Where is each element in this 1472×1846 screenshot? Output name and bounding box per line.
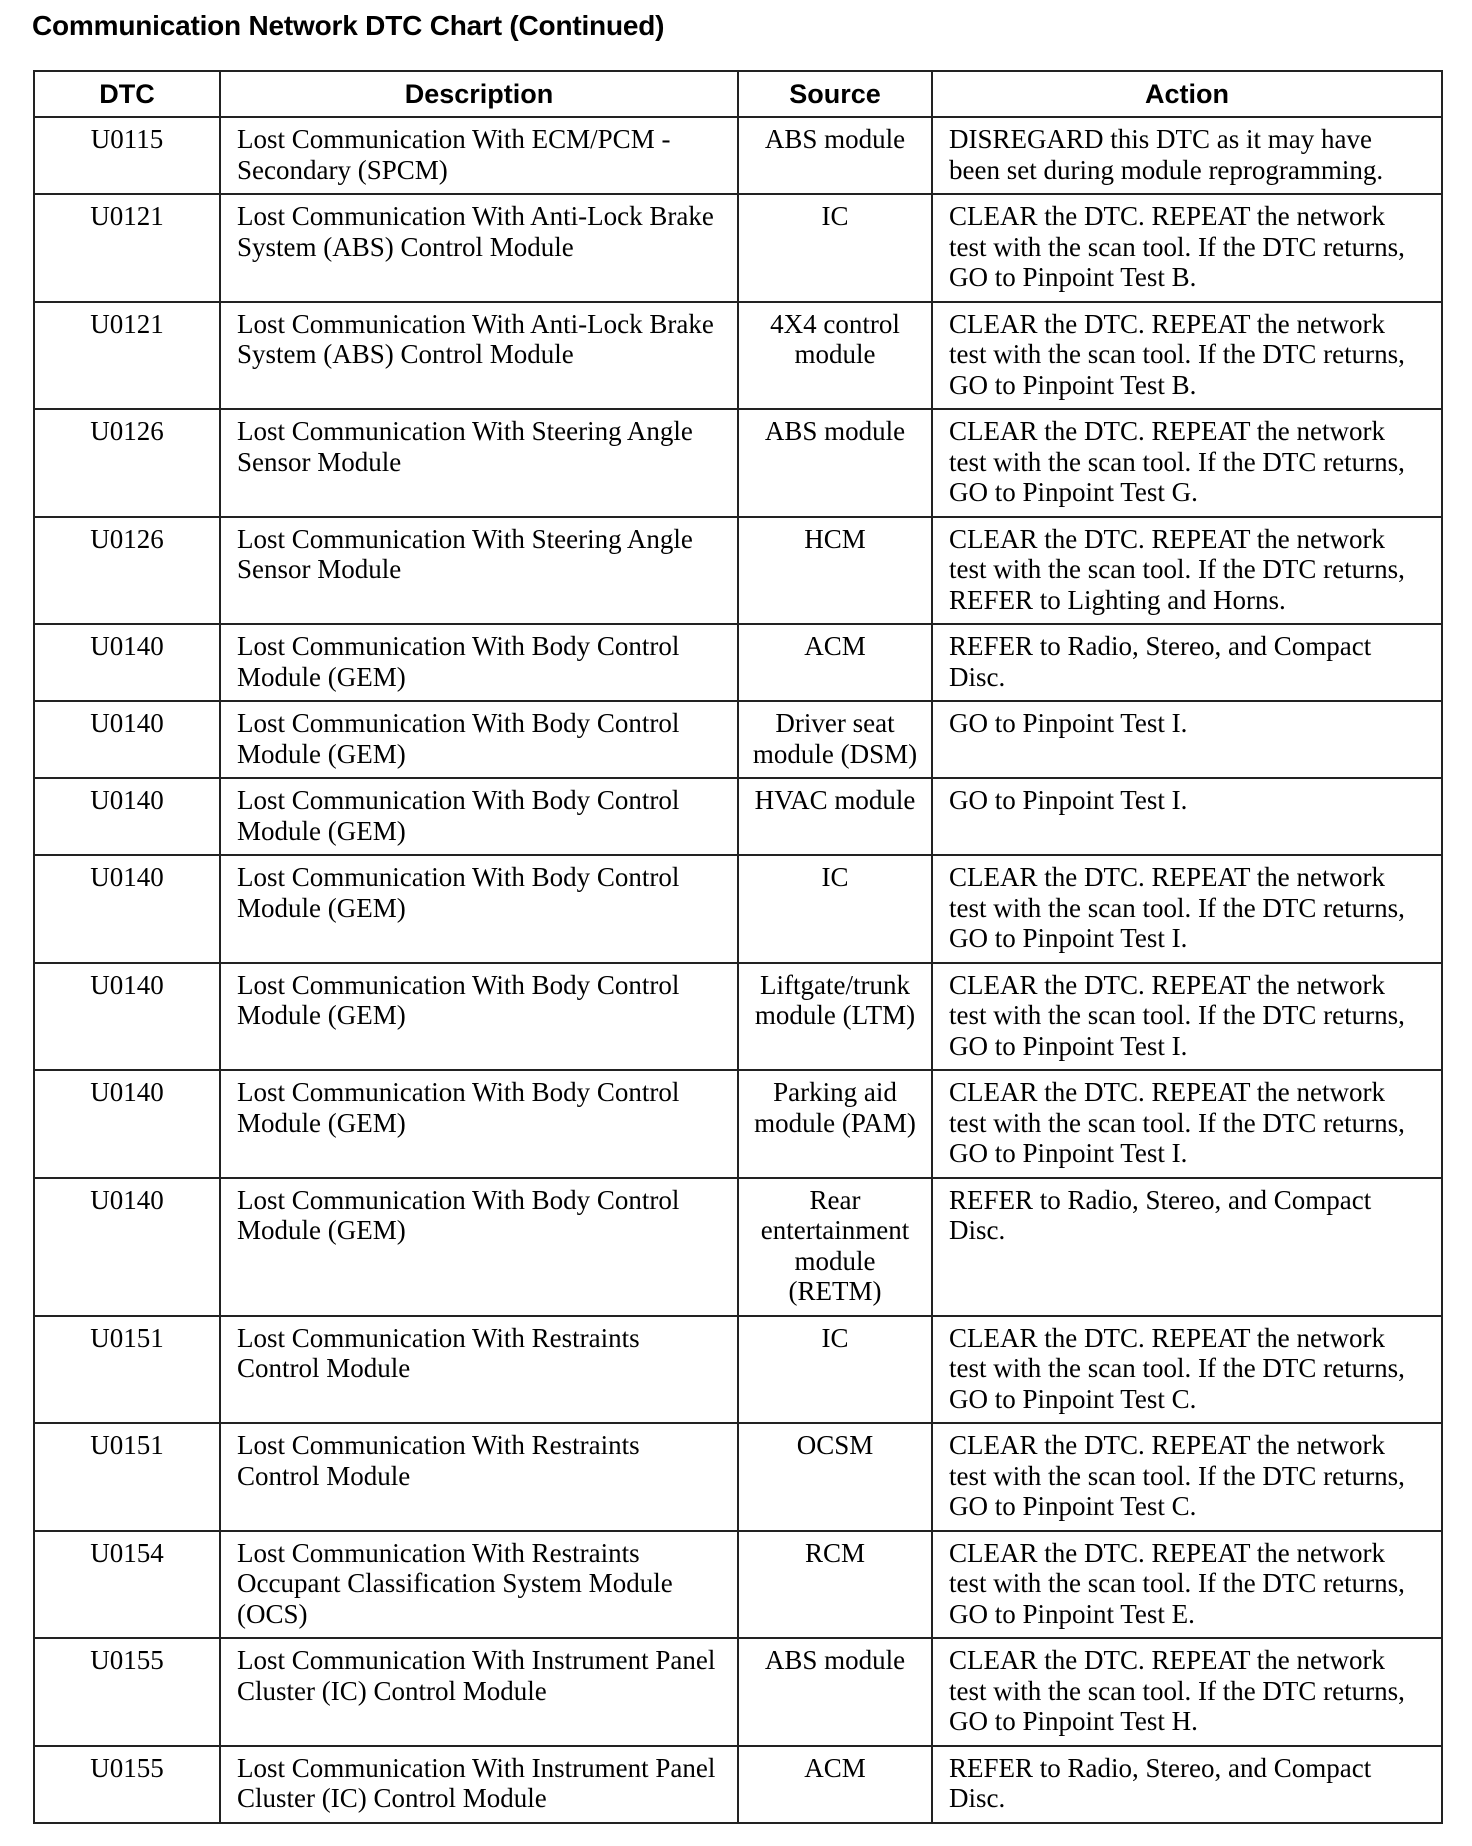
source-cell: ACM	[738, 1746, 932, 1823]
action-cell: CLEAR the DTC. REPEAT the network test with the scan tool. If the DTC returns, GO to Pinpoint Test I.	[932, 963, 1442, 1071]
action-cell: DISREGARD this DTC as it may have been set during module reprogramming.	[932, 117, 1442, 194]
action-cell: CLEAR the DTC. REPEAT the network test with the scan tool. If the DTC returns, GO to Pinpoint Test C.	[932, 1316, 1442, 1424]
action-cell: GO to Pinpoint Test I.	[932, 778, 1442, 855]
description-cell: Lost Communication With Body Control Module (GEM)	[220, 778, 738, 855]
dtc-cell: U0126	[34, 517, 220, 625]
source-cell: Liftgate/trunk module (LTM)	[738, 963, 932, 1071]
description-cell: Lost Communication With Body Control Module (GEM)	[220, 1178, 738, 1316]
source-cell: Rear entertainment module (RETM)	[738, 1178, 932, 1316]
table-row	[34, 409, 1442, 517]
source-cell: RCM	[738, 1531, 932, 1639]
source-cell: IC	[738, 194, 932, 302]
dtc-cell: U0151	[34, 1316, 220, 1424]
description-cell: Lost Communication With Restraints Occupant Classification System Module (OCS)	[220, 1531, 738, 1639]
description-cell: Lost Communication With Steering Angle Sensor Module	[220, 409, 738, 517]
table-row	[34, 778, 1442, 855]
dtc-cell: U0140	[34, 855, 220, 963]
header-description: Description	[220, 71, 738, 117]
dtc-cell: U0121	[34, 194, 220, 302]
description-cell: Lost Communication With Restraints Control Module	[220, 1423, 738, 1531]
action-cell: CLEAR the DTC. REPEAT the network test with the scan tool. If the DTC returns, REFER to Lighting and Horns.	[932, 517, 1442, 625]
dtc-cell: U0155	[34, 1746, 220, 1823]
source-cell: IC	[738, 855, 932, 963]
dtc-cell: U0121	[34, 302, 220, 410]
source-cell: ABS module	[738, 409, 932, 517]
source-cell: HCM	[738, 517, 932, 625]
source-cell: HVAC module	[738, 778, 932, 855]
action-cell: REFER to Radio, Stereo, and Compact Disc.	[932, 1746, 1442, 1823]
source-cell: IC	[738, 1316, 932, 1424]
table-row	[34, 855, 1442, 963]
action-cell: CLEAR the DTC. REPEAT the network test with the scan tool. If the DTC returns, GO to Pinpoint Test B.	[932, 302, 1442, 410]
description-cell: Lost Communication With Anti-Lock Brake System (ABS) Control Module	[220, 302, 738, 410]
action-cell: CLEAR the DTC. REPEAT the network test with the scan tool. If the DTC returns, GO to Pinpoint Test B.	[932, 194, 1442, 302]
description-cell: Lost Communication With Body Control Module (GEM)	[220, 855, 738, 963]
table-row	[34, 701, 1442, 778]
dtc-cell: U0151	[34, 1423, 220, 1531]
dtc-table	[33, 70, 1443, 1824]
table-row	[34, 1638, 1442, 1746]
dtc-cell: U0155	[34, 1638, 220, 1746]
description-cell: Lost Communication With Steering Angle Sensor Module	[220, 517, 738, 625]
action-cell: REFER to Radio, Stereo, and Compact Disc.	[932, 624, 1442, 701]
table-row	[34, 1746, 1442, 1823]
description-cell: Lost Communication With ECM/PCM - Secondary (SPCM)	[220, 117, 738, 194]
description-cell: Lost Communication With Body Control Module (GEM)	[220, 624, 738, 701]
source-cell: ABS module	[738, 117, 932, 194]
action-cell: CLEAR the DTC. REPEAT the network test with the scan tool. If the DTC returns, GO to Pinpoint Test H.	[932, 1638, 1442, 1746]
description-cell: Lost Communication With Instrument Panel Cluster (IC) Control Module	[220, 1746, 738, 1823]
dtc-cell: U0154	[34, 1531, 220, 1639]
dtc-cell: U0140	[34, 1178, 220, 1316]
dtc-cell: U0140	[34, 1070, 220, 1178]
table-row	[34, 1070, 1442, 1178]
table-row	[34, 517, 1442, 625]
header-dtc: DTC	[34, 71, 220, 117]
description-cell: Lost Communication With Body Control Module (GEM)	[220, 701, 738, 778]
dtc-cell: U0140	[34, 963, 220, 1071]
source-cell: OCSM	[738, 1423, 932, 1531]
dtc-cell: U0115	[34, 117, 220, 194]
description-cell: Lost Communication With Restraints Control Module	[220, 1316, 738, 1424]
table-row	[34, 117, 1442, 194]
dtc-cell: U0140	[34, 701, 220, 778]
header-row	[34, 71, 1442, 117]
dtc-cell: U0126	[34, 409, 220, 517]
table-row	[34, 963, 1442, 1071]
header-source: Source	[738, 71, 932, 117]
page-title: Communication Network DTC Chart (Continued)	[32, 10, 665, 41]
description-cell: Lost Communication With Anti-Lock Brake System (ABS) Control Module	[220, 194, 738, 302]
action-cell: REFER to Radio, Stereo, and Compact Disc.	[932, 1178, 1442, 1316]
source-cell: ABS module	[738, 1638, 932, 1746]
table-row	[34, 1423, 1442, 1531]
source-cell: 4X4 control module	[738, 302, 932, 410]
action-cell: CLEAR the DTC. REPEAT the network test with the scan tool. If the DTC returns, GO to Pinpoint Test E.	[932, 1531, 1442, 1639]
action-cell: CLEAR the DTC. REPEAT the network test with the scan tool. If the DTC returns, GO to Pinpoint Test I.	[932, 1070, 1442, 1178]
table-row	[34, 194, 1442, 302]
dtc-cell: U0140	[34, 778, 220, 855]
table-body	[34, 117, 1442, 1823]
source-cell: ACM	[738, 624, 932, 701]
description-cell: Lost Communication With Instrument Panel Cluster (IC) Control Module	[220, 1638, 738, 1746]
action-cell: GO to Pinpoint Test I.	[932, 701, 1442, 778]
table-row	[34, 1178, 1442, 1316]
dtc-cell: U0140	[34, 624, 220, 701]
action-cell: CLEAR the DTC. REPEAT the network test with the scan tool. If the DTC returns, GO to Pinpoint Test I.	[932, 855, 1442, 963]
description-cell: Lost Communication With Body Control Module (GEM)	[220, 1070, 738, 1178]
action-cell: CLEAR the DTC. REPEAT the network test with the scan tool. If the DTC returns, GO to Pinpoint Test G.	[932, 409, 1442, 517]
table-row	[34, 302, 1442, 410]
source-cell: Parking aid module (PAM)	[738, 1070, 932, 1178]
table-row	[34, 1316, 1442, 1424]
table-row	[34, 1531, 1442, 1639]
source-cell: Driver seat module (DSM)	[738, 701, 932, 778]
description-cell: Lost Communication With Body Control Module (GEM)	[220, 963, 738, 1071]
action-cell: CLEAR the DTC. REPEAT the network test with the scan tool. If the DTC returns, GO to Pinpoint Test C.	[932, 1423, 1442, 1531]
header-action: Action	[932, 71, 1442, 117]
table-row	[34, 624, 1442, 701]
